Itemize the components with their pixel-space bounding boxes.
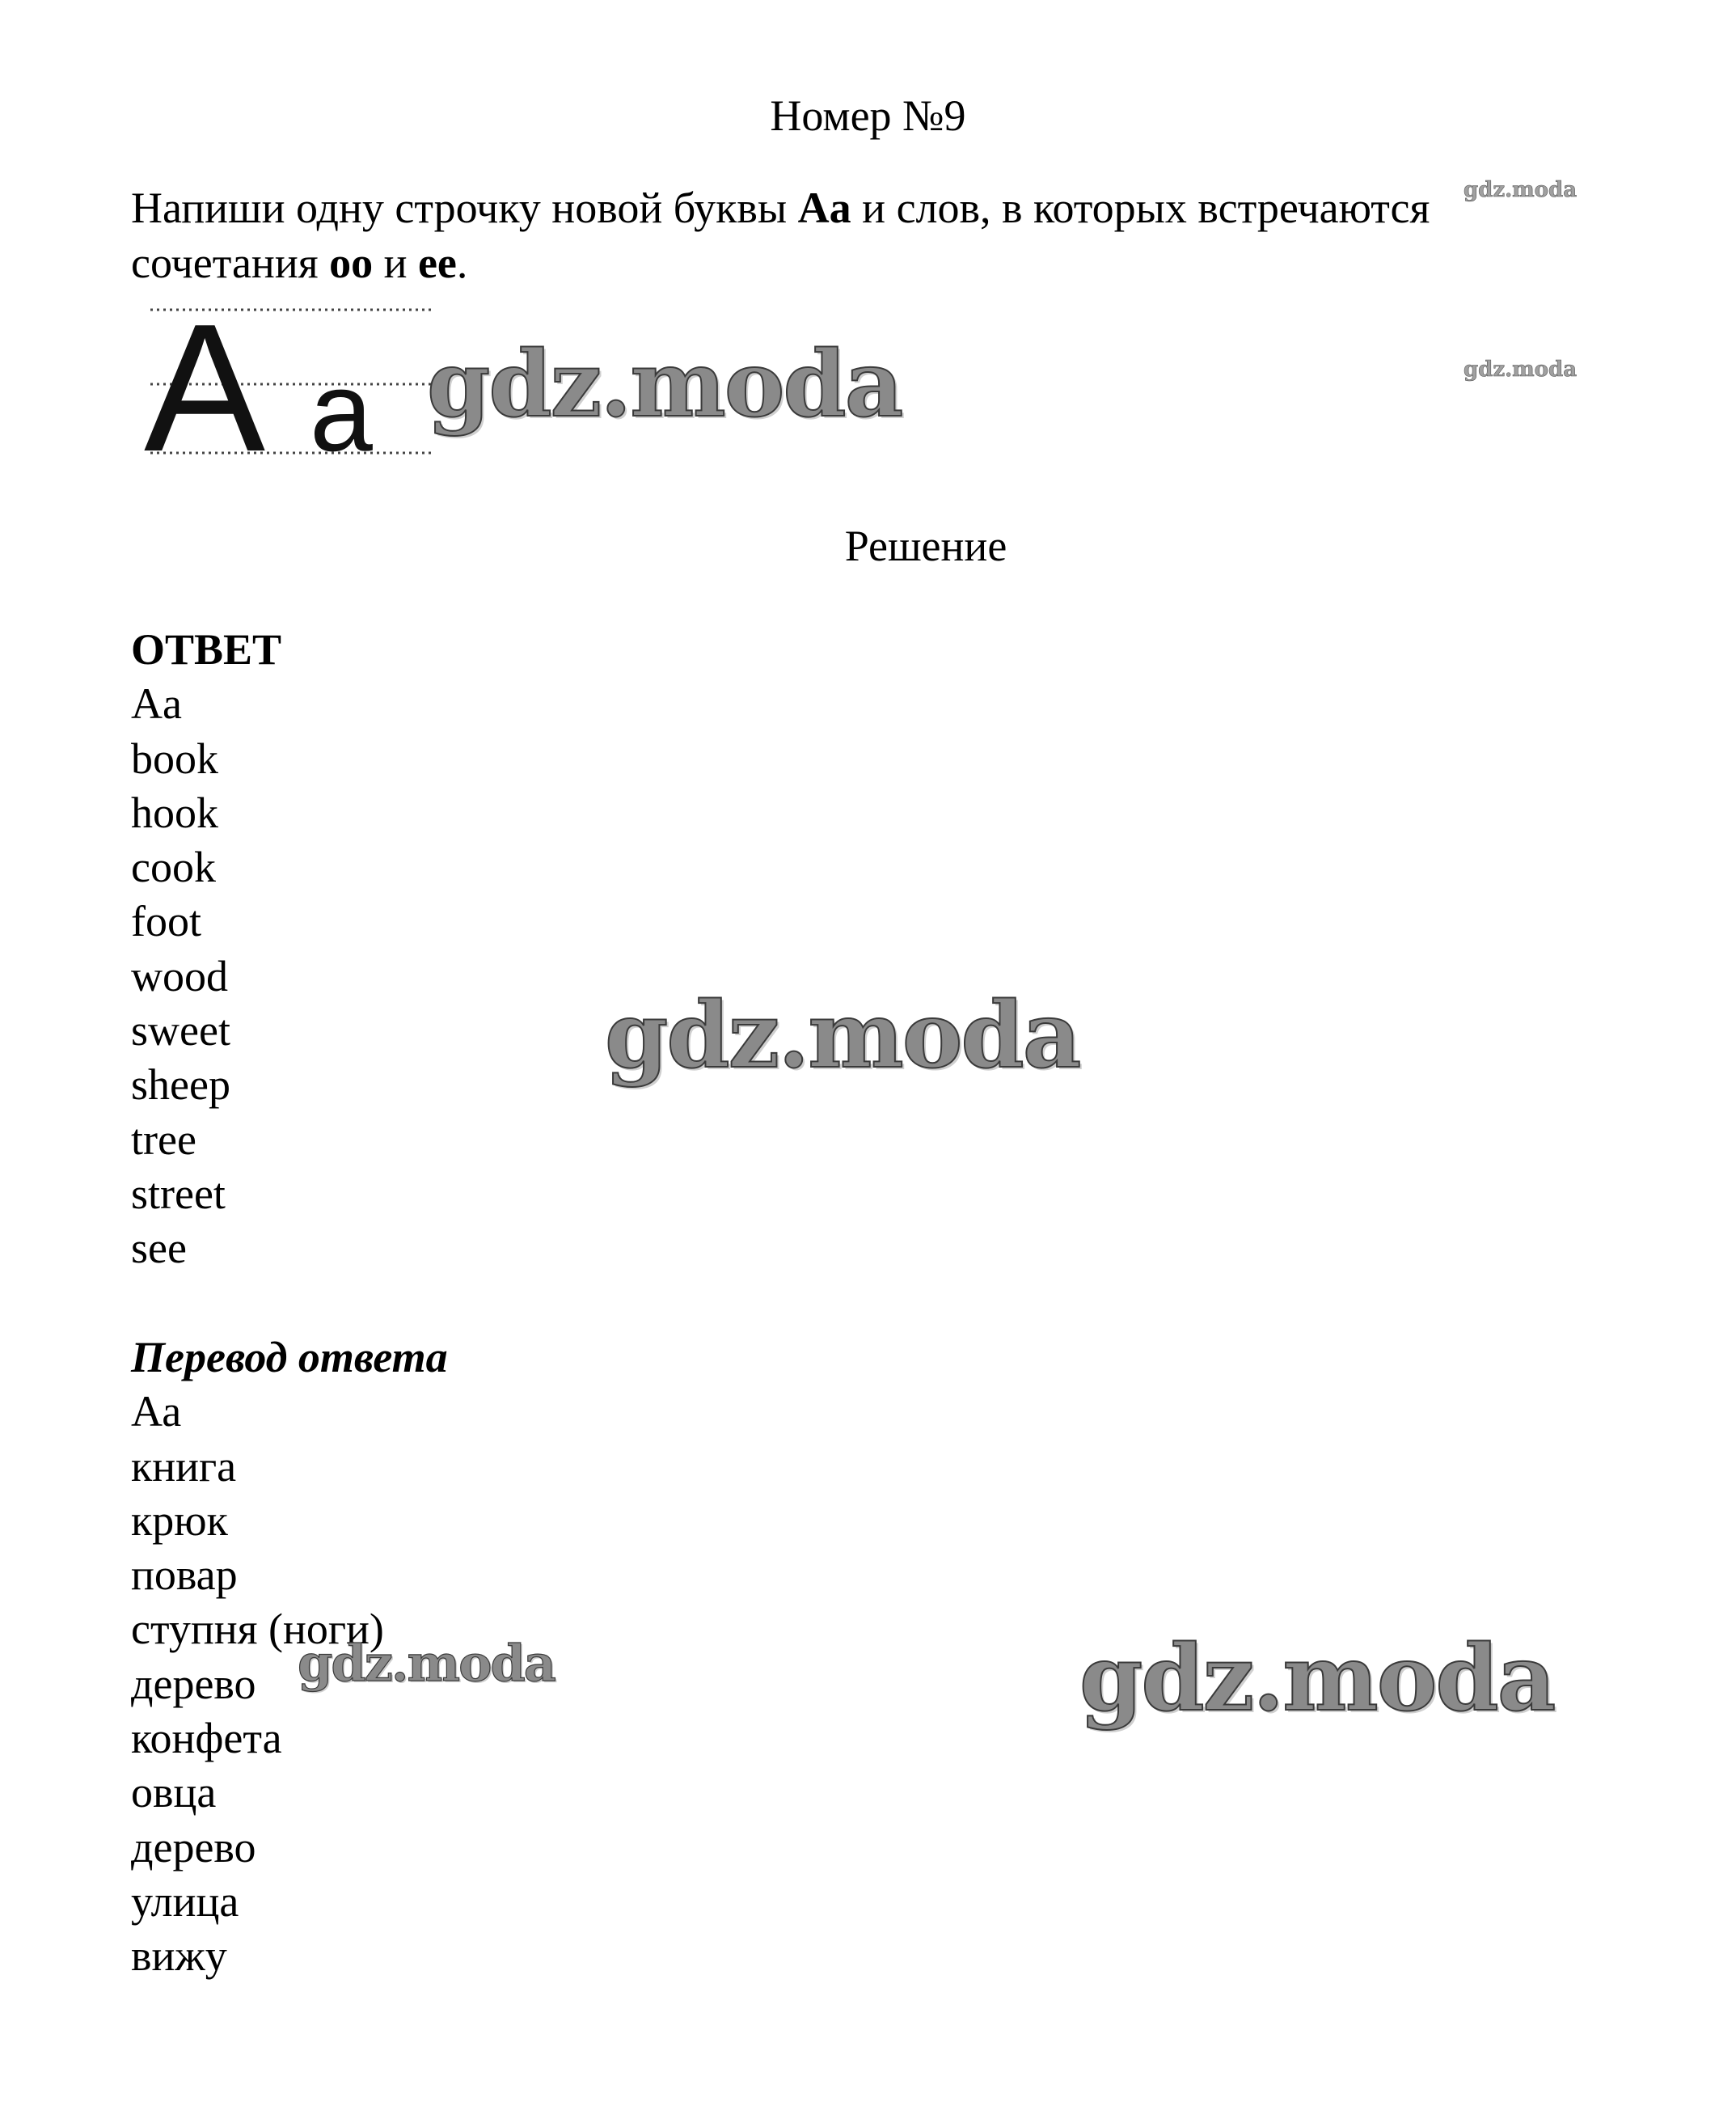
page-title: Номер №9 [770,91,966,140]
answer-word: wood [131,951,228,1000]
watermark: gdz.moda [298,1634,555,1693]
task-letter-bold: Aa [797,184,851,232]
solution-title: Решение [844,522,1007,570]
answer-word: hook [131,788,218,837]
letter-writing-sample [144,307,435,461]
translation-heading: Перевод ответа [131,1333,448,1381]
answer-word: cook [131,843,216,892]
translation-word: дерево [131,1659,256,1708]
translation-word: книга [131,1441,237,1491]
translation-word: Аа [131,1387,182,1436]
task-text-part: и слов, в которых встречаются сочетания [131,184,1430,287]
task-ee-bold: ee [417,239,457,287]
answer-word: Aa [131,679,182,729]
watermark: gdz.moda [427,332,902,438]
task-text-part: Напиши одну строчку новой буквы [131,184,798,232]
answer-word: see [131,1224,187,1273]
task-text-part: . [456,239,468,287]
letter-uppercase: A [144,307,266,461]
letter-lowercase: a [310,348,373,461]
answer-heading: ОТВЕТ [131,625,282,674]
watermark: gdz.moda [1464,357,1578,382]
translation-word: вижу [131,1931,227,1981]
answer-word: sweet [131,1006,230,1055]
translation-word: ступня (ноги) [131,1605,384,1654]
answer-word: sheep [131,1060,230,1110]
translation-word: конфета [131,1714,282,1763]
watermark: gdz.moda [1079,1626,1555,1732]
answer-word: street [131,1169,226,1218]
task-text-part: и [373,239,418,287]
translation-word: крюк [131,1495,228,1545]
translation-word: повар [131,1550,238,1600]
translation-word: улица [131,1876,239,1926]
watermark: gdz.moda [1464,178,1578,202]
task-oo-bold: oo [329,239,374,287]
answer-word: tree [131,1114,196,1164]
translation-word: овца [131,1768,217,1817]
watermark: gdz.moda [605,983,1080,1089]
answer-word: foot [131,897,201,946]
answer-word: book [131,734,218,783]
translation-word: дерево [131,1822,256,1871]
task-text [131,180,1627,290]
answer-block [131,623,281,1276]
